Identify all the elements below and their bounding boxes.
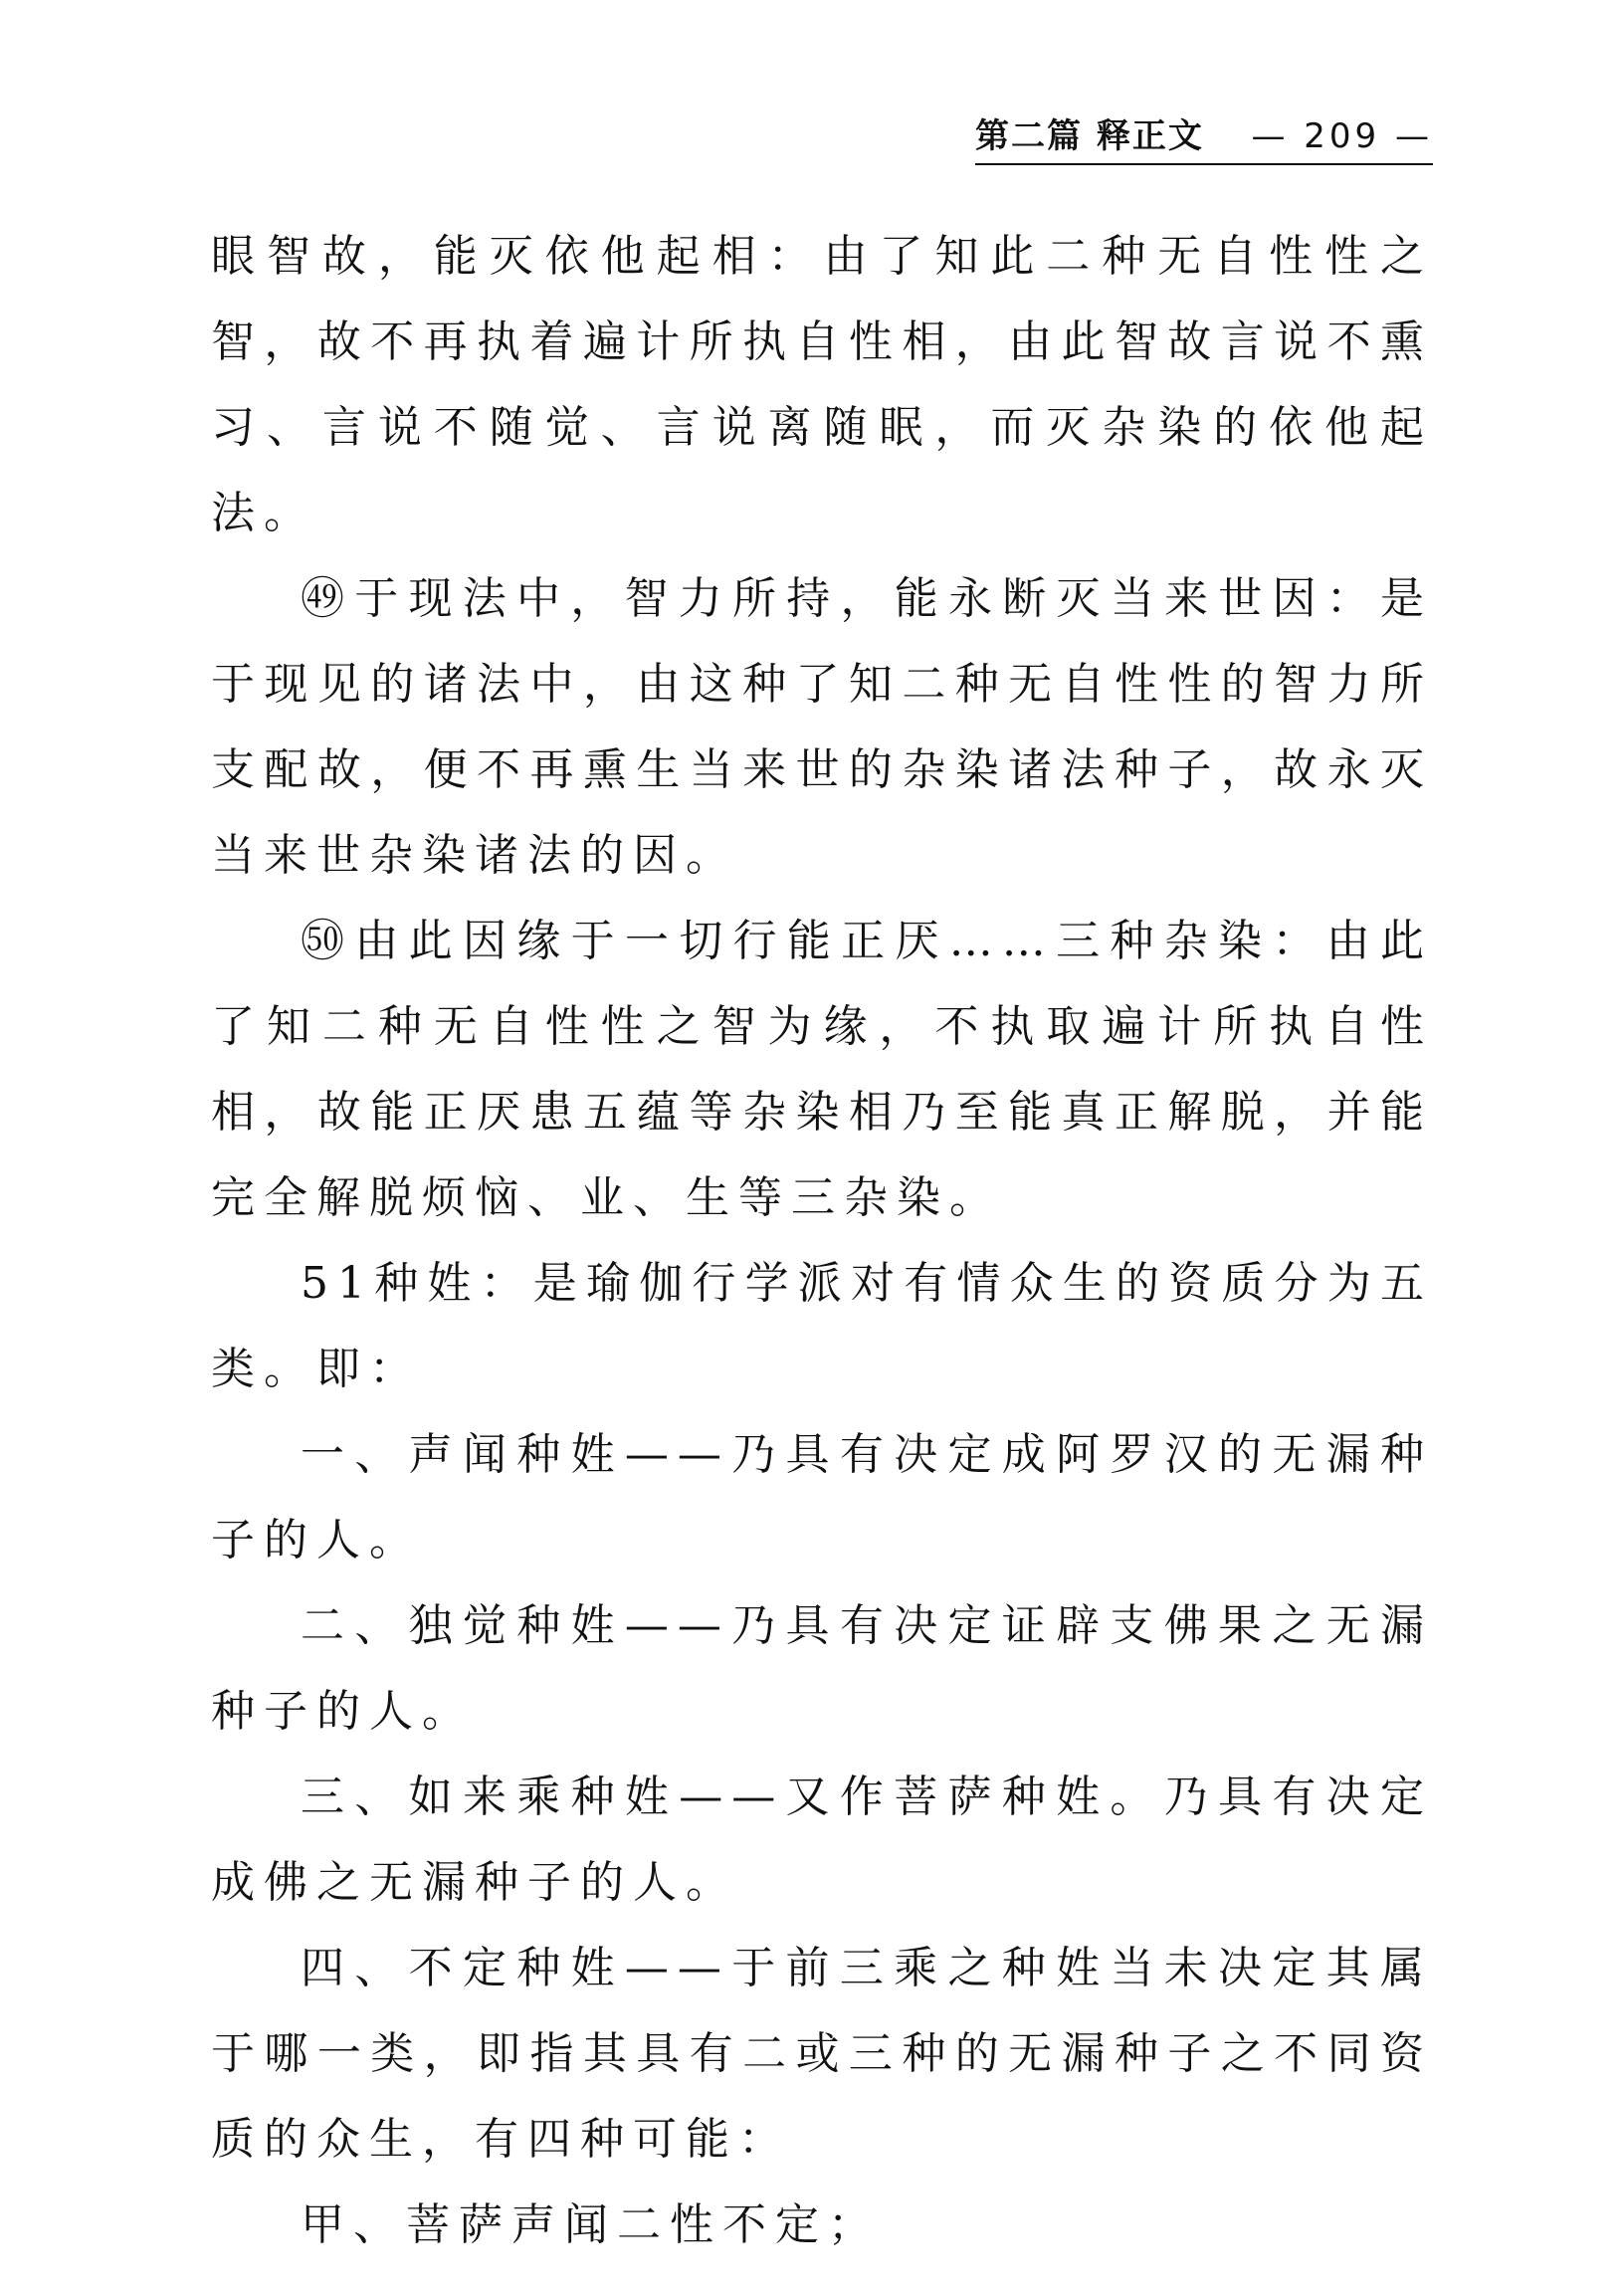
body-text (211, 214, 1433, 2268)
list-item-tathagata: 三、如来乘种姓——又作菩萨种姓。乃具有决定成佛之无漏种子的人。 (211, 1772, 1433, 1908)
list-item-sravaka: 一、声闻种姓——乃具有决定成阿罗汉的无漏种子的人。 (211, 1429, 1433, 1565)
section-title: 第二篇 释正文 (975, 116, 1204, 156)
page-number: — 209 — (1251, 116, 1433, 156)
list-item-pratyekabuddha: 二、独觉种姓——乃具有决定证辟支佛果之无漏种子的人。 (211, 1600, 1433, 1737)
sub-item-jia: 甲、菩萨声闻二性不定； (301, 2199, 881, 2250)
paragraph-note-51: 51种姓：是瑜伽行学派对有情众生的资质分为五类。即： (211, 1258, 1433, 1394)
paragraph-note-50: ㊿由此因缘于一切行能正厌……三种杂染：由此了知二种无自性性之智为缘，不执取遍计所执自性相，故能正厌患五蕴等杂染相乃至能真正解脱，并能完全解脱烦恼、业、生等三杂染。 (211, 916, 1433, 1223)
list-item-indeterminate: 四、不定种姓——于前三乘之种姓当未决定其属于哪一类，即指其具有二或三种的无漏种子之不同资质的众生，有四种可能： (211, 1943, 1433, 2165)
paragraph-note-49: ㊾于现法中，智力所持，能永断灭当来世因：是于现见的诸法中，由这种了知二种无自性性的智力所支配故，便不再熏生当来世的杂染诸法种子，故永灭当来世杂染诸法的因。 (211, 573, 1433, 881)
paragraph-continuation: 眼智故，能灭依他起相：由了知此二种无自性性之智，故不再执着遍计所执自性相，由此智故言说不熏习、言说不随觉、言说离随眠，而灭杂染的依他起法。 (211, 231, 1433, 538)
running-header (975, 109, 1433, 165)
